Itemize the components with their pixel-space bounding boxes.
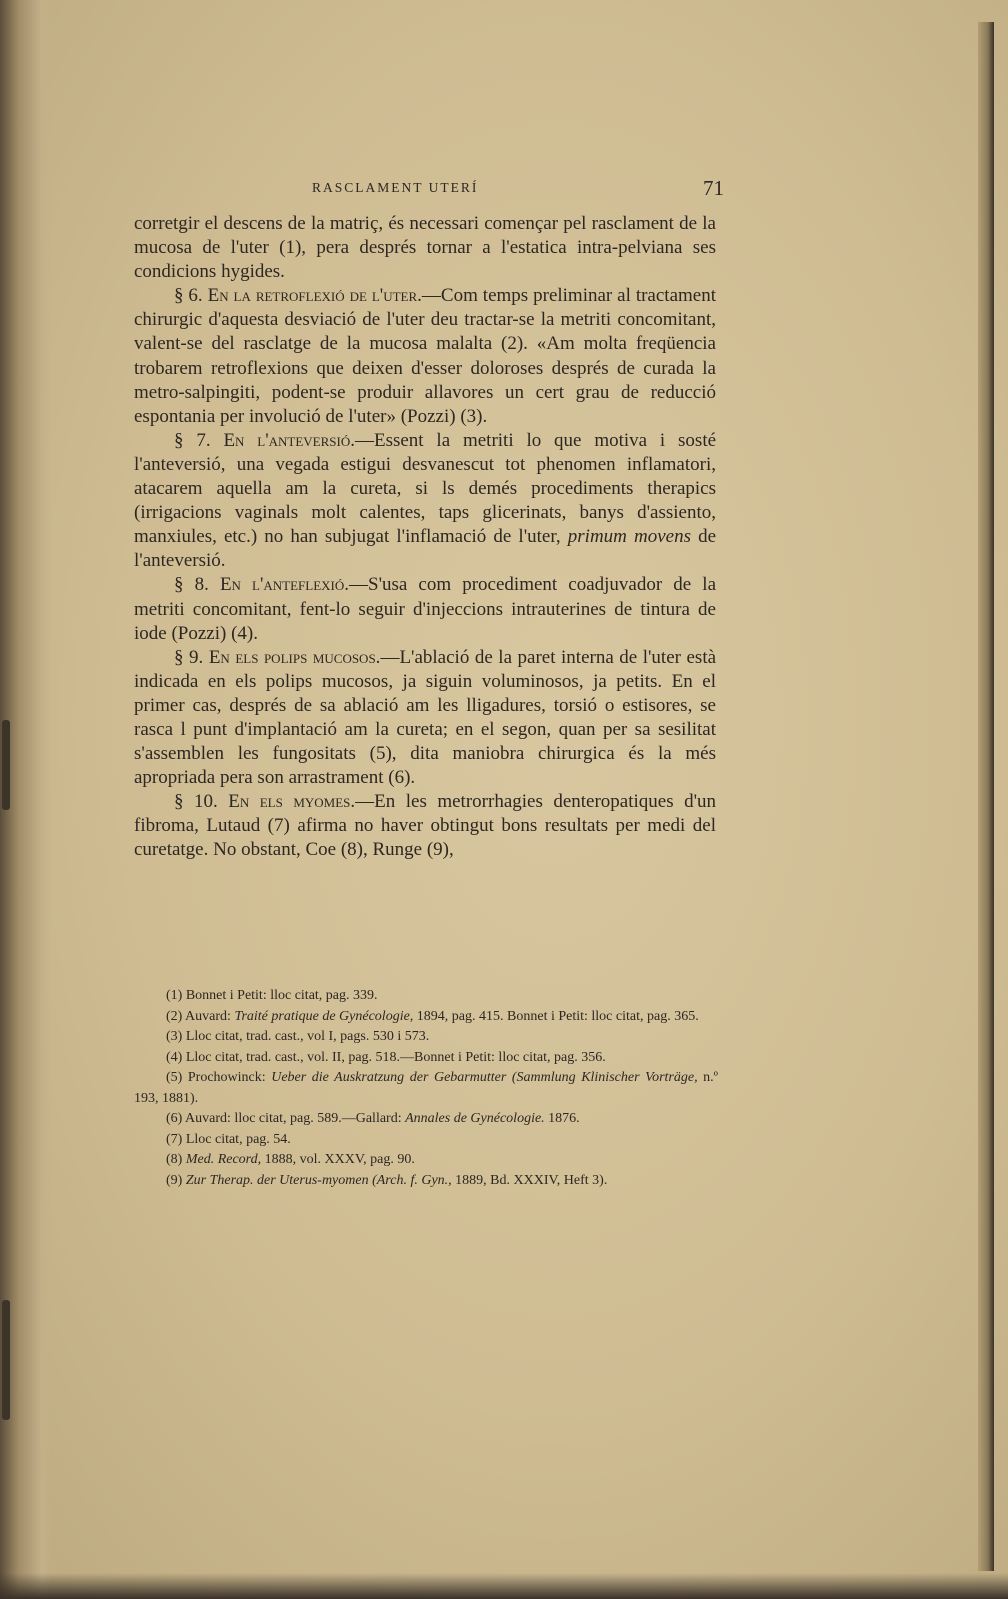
paragraph [134, 429, 716, 574]
footnote-text: (2) Auvard: [166, 1008, 235, 1024]
footnote-text: n.º 193, 1881). [134, 1070, 718, 1106]
footnote [134, 1150, 718, 1171]
footnote-text: (9) [166, 1172, 186, 1188]
footnote: (7) Lloc citat, pag. 54. [166, 1131, 291, 1147]
footnote [134, 1109, 718, 1130]
footnote [134, 1007, 718, 1028]
section-number: § 8. [174, 574, 209, 596]
paragraph [134, 790, 716, 862]
section-heading: En l'anteflexió. [219, 574, 350, 596]
italic-term: primum movens [567, 526, 691, 548]
footnote: (4) Lloc citat, trad. cast., vol. II, pag. 518.—Bonnet i Petit: lloc citat, pag. 356. [166, 1049, 606, 1065]
footnote-text: (6) Auvard: lloc citat, pag. 589.—Gallard: [166, 1111, 406, 1126]
running-header [134, 178, 728, 202]
section-heading: En l'anteversió. [223, 429, 355, 451]
section-text: de l'anteversió. [134, 526, 716, 572]
paragraph: corretgir el descens de la matriç, és necessari començar pel rasclament de la mucosa de l'uter (1), pera després tornar a l'estatica intra-pelviana ses condicions hygides. [134, 213, 716, 283]
footnote-text: (5) Prochowinck: [166, 1070, 272, 1085]
section-number: § 7. [174, 429, 211, 451]
footnote-text: 1894, pag. 415. Bonnet i Petit: lloc citat, pag. 365. [413, 1008, 699, 1024]
spine-shadow [2, 1300, 10, 1420]
footnote-title: Med. Record, [185, 1152, 262, 1167]
section-number: § 6. [174, 285, 203, 307]
section-number: § 9. [174, 646, 204, 668]
footnote-title: Annales de Gynécologie. [405, 1111, 545, 1126]
footnote-text: 1889, Bd. XXXIV, Heft 3). [451, 1172, 608, 1188]
book-spine [0, 0, 52, 1599]
section-number: § 10. [174, 791, 218, 813]
footnote: (1) Bonnet i Petit: lloc citat, pag. 339. [166, 988, 378, 1003]
section-text: —Com temps preliminar al tractament chirurgic d'aquesta desviació de l'uter deu tractar-se la metriti concomitant, valent-se del rasclatge de la mucosa malalta (2). «Am molta freqüencia trobarem retroflexions que deixen d'esser doloroses després de curada la metro-salpingiti, podent-se produir allavores un cert grau de reducció espontania per involució de l'uter» (Pozzi) (3). [134, 285, 717, 427]
paragraph [134, 646, 716, 791]
paragraph [134, 284, 716, 429]
section-heading: En els myomes. [228, 791, 356, 813]
footnote [134, 1068, 718, 1109]
paragraph [134, 573, 716, 645]
footnotes [134, 986, 718, 1191]
footnote-title: Traité pratique de Gynécologie, [234, 1008, 414, 1024]
footnote-title: Zur Therap. der Uterus-myomen (Arch. f. Gyn., [185, 1172, 452, 1188]
page-bottom-edge [0, 1573, 1008, 1599]
section-text: —Essent la metriti lo que motiva i sosté l'anteversió, una vegada estigui desvanescut tot phenomen inflamatori, atacarem aquella am la cureta, si ls demés procediments therapics (irrigacions vaginals molt calentes, taps glicerinats, banys d'assiento, manxiules, etc.) no han subjugat l'inflamació de l'uter, [134, 429, 717, 548]
footnote-text: 1888, vol. XXXV, pag. 90. [261, 1152, 415, 1167]
footnote: (3) Lloc citat, trad. cast., vol I, pags. 530 i 573. [166, 1029, 430, 1044]
section-heading: En la retroflexió de l'uter. [207, 285, 422, 307]
footnote-text: (8) [166, 1152, 186, 1167]
section-heading: En els polips mucosos. [208, 646, 381, 668]
body-text [134, 212, 716, 863]
page-number: 71 [703, 176, 724, 200]
footnote [134, 1171, 718, 1192]
section-text: —S'usa com procediment coadjuvador de la metriti concomitant, fent-lo seguir d'injeccions intrauterines de tintura de iode (Pozzi) (4). [134, 574, 717, 644]
section-text: —L'ablació de la paret interna de l'uter està indicada en els polips mucosos, ja siguin voluminosos, ja petits. En el primer cas, després de sa ablació am les lligadures, torsió o estisores, se rasca l punt d'implantació am la cureta; en el segon, quan per sa sesilitat s'assemblen les fungositats (5), dita maniobra chirurgica és la més apropriada pera son arrastrament (6). [134, 646, 717, 789]
footnote-title: Ueber die Auskratzung der Gebarmutter (Sammlung Klinischer Vorträge, [271, 1070, 698, 1085]
section-text: —En les metrorrhagies denteropatiques d'un fibroma, Lutaud (7) afirma no haver obtingut bons resultats per medi del curetatge. No obstant, Coe (8), Runge (9), [134, 791, 717, 861]
page-edge [978, 22, 994, 1571]
spine-shadow [2, 720, 10, 810]
running-title: RASCLAMENT UTERÍ [312, 180, 479, 195]
footnote-text: 1876. [544, 1111, 580, 1126]
